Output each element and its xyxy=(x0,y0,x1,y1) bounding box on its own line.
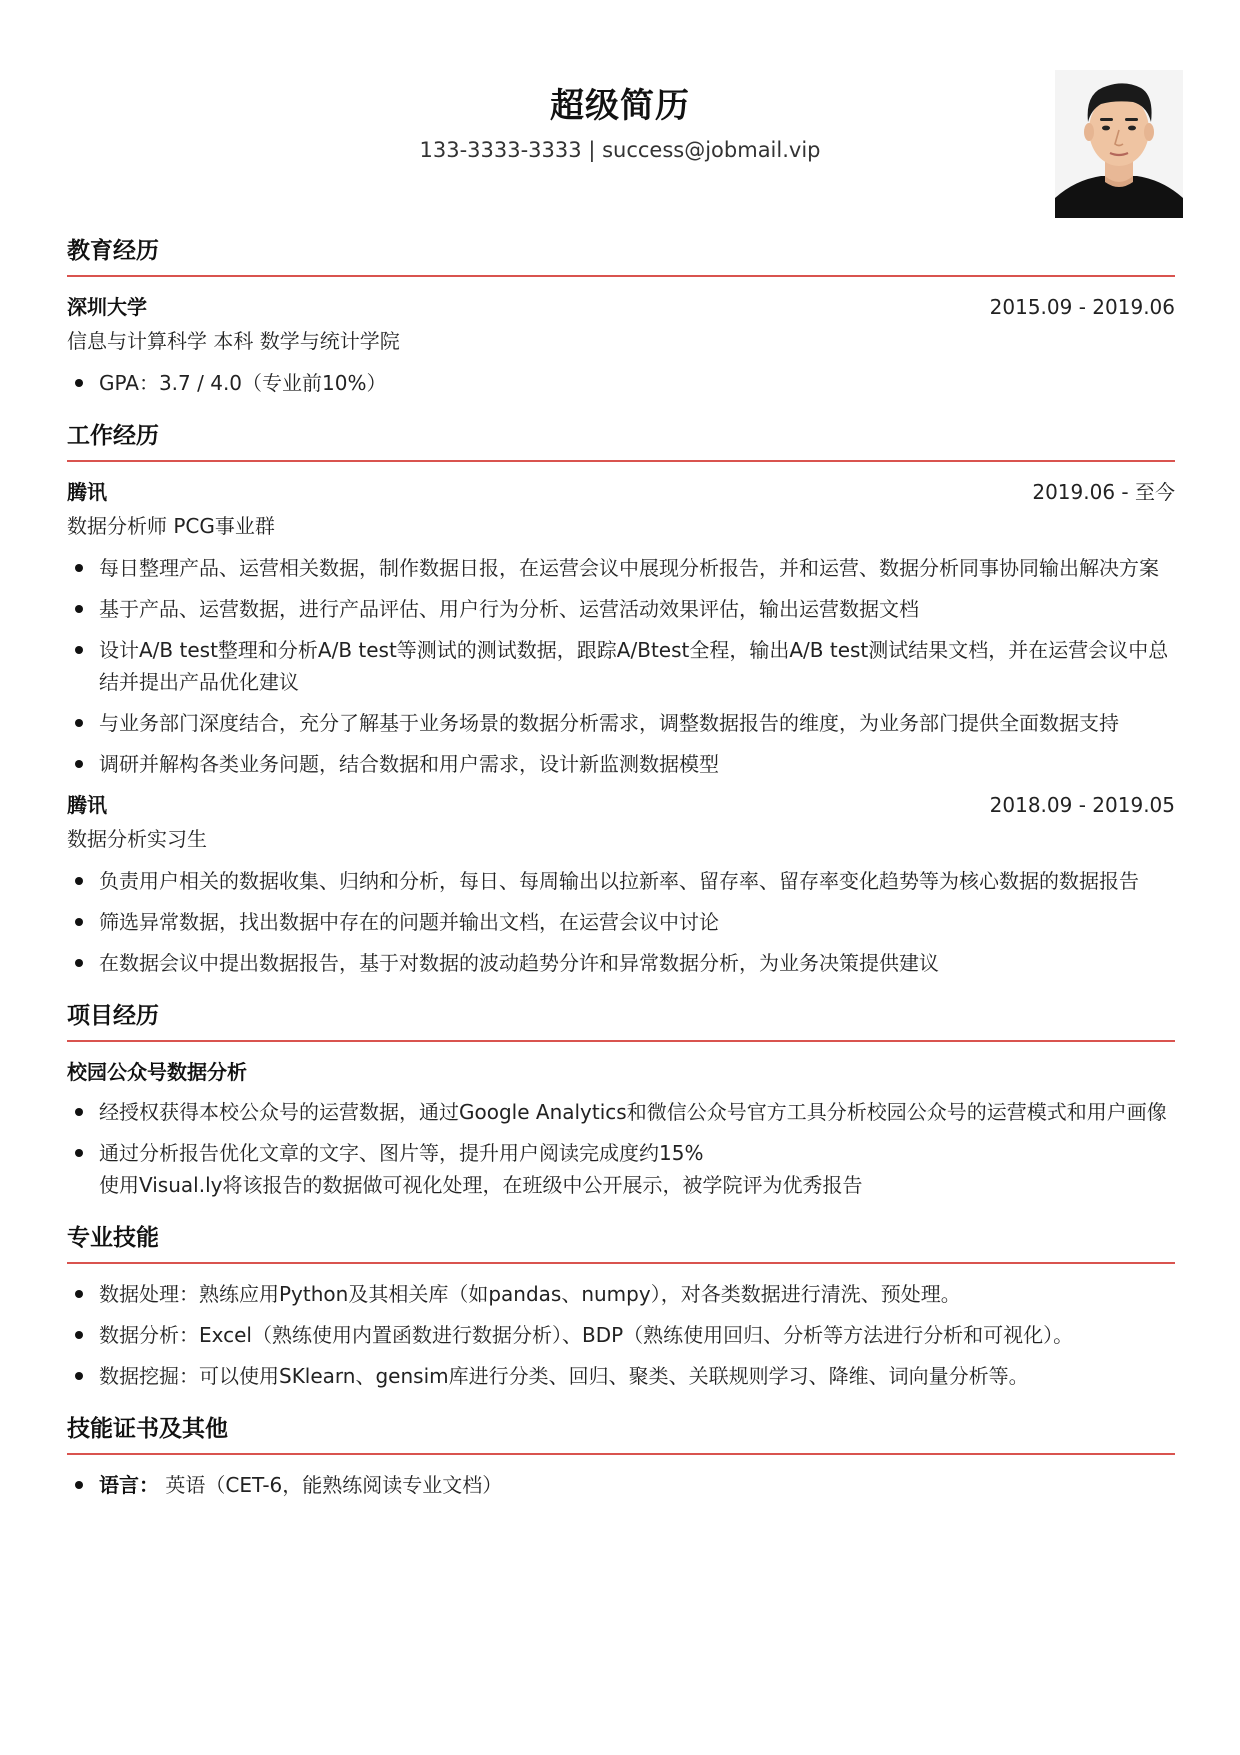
list-item xyxy=(67,947,1175,979)
bullet-text: 数据挖掘：可以使用SKlearn、gensim库进行分类、回归、聚类、关联规则学习、降维、词向量分析等。 xyxy=(99,1364,1029,1388)
bullet-text: 与业务部门深度结合，充分了解基于业务场景的数据分析需求，调整数据报告的维度，为业务部门提供全面数据支持 xyxy=(99,711,1119,735)
bullet-text: 负责用户相关的数据收集、归纳和分析，每日、每周输出以拉新率、留存率、留存率变化趋势等为核心数据的数据报告 xyxy=(99,869,1139,893)
certs-section xyxy=(67,1410,1175,1501)
list-item xyxy=(67,1469,1175,1501)
work-entry xyxy=(67,476,1175,780)
email-address: success@jobmail.vip xyxy=(602,138,821,162)
list-item xyxy=(67,906,1175,938)
bullet-dot-icon xyxy=(75,959,83,967)
bullet-text: 通过分析报告优化文章的文字、图片等，提升用户阅读完成度约15% xyxy=(99,1141,704,1165)
profile-photo xyxy=(1055,70,1183,218)
bullet-dot-icon xyxy=(75,646,83,654)
bullet-dot-icon xyxy=(75,1149,83,1157)
contact-line xyxy=(0,138,1240,162)
resume-content xyxy=(67,232,1175,1519)
bullet-dot-icon xyxy=(75,877,83,885)
bullet-dot-icon xyxy=(75,564,83,572)
list-item xyxy=(67,634,1175,698)
skills-section xyxy=(67,1219,1175,1392)
education-section xyxy=(67,232,1175,399)
bullet-dot-icon xyxy=(75,918,83,926)
list-item xyxy=(67,748,1175,780)
bullet-text: 每日整理产品、运营相关数据，制作数据日报，在运营会议中展现分析报告，并和运营、数据分析同事协同输出解决方案 xyxy=(99,556,1159,580)
list-item xyxy=(67,707,1175,739)
bullet-dot-icon xyxy=(75,1108,83,1116)
bullet-list xyxy=(67,1469,1175,1501)
company-name: 腾讯 xyxy=(67,793,107,817)
bullet-list xyxy=(67,865,1175,979)
bullet-text: 基于产品、运营数据，进行产品评估、用户行为分析、运营活动效果评估，输出运营数据文档 xyxy=(99,597,919,621)
bullet-dot-icon xyxy=(75,1372,83,1380)
list-item xyxy=(67,1137,1175,1201)
language-value: 英语（CET-6，能熟练阅读专业文档） xyxy=(165,1473,503,1497)
bullet-list xyxy=(67,367,1175,399)
entry-head xyxy=(67,476,1175,510)
bullet-text: 调研并解构各类业务问题，结合数据和用户需求，设计新监测数据模型 xyxy=(99,752,719,776)
degree-info: 信息与计算科学 本科 数学与统计学院 xyxy=(67,329,400,353)
work-entry xyxy=(67,789,1175,979)
list-item xyxy=(67,1319,1175,1351)
bullet-dot-icon xyxy=(75,379,83,387)
entry-date: 2015.09 - 2019.06 xyxy=(989,295,1175,319)
entry-date: 2018.09 - 2019.05 xyxy=(989,793,1175,817)
entry-head xyxy=(67,789,1175,823)
list-item xyxy=(67,593,1175,625)
list-item xyxy=(67,1278,1175,1310)
bullet-dot-icon xyxy=(75,605,83,613)
bullet-text: 经授权获得本校公众号的运营数据，通过Google Analytics和微信公众号官方工具分析校园公众号的运营模式和用户画像 xyxy=(99,1100,1167,1124)
entry-date: 2019.06 - 至今 xyxy=(1032,480,1175,504)
bullet-text: 筛选异常数据，找出数据中存在的问题并输出文档，在运营会议中讨论 xyxy=(99,910,719,934)
list-item xyxy=(67,552,1175,584)
entry-head xyxy=(67,1056,1175,1090)
contact-separator: | xyxy=(588,138,596,162)
bullet-text: 在数据会议中提出数据报告，基于对数据的波动趋势分许和异常数据分析，为业务决策提供建议 xyxy=(99,951,939,975)
bullet-text: 数据分析：Excel（熟练使用内置函数进行数据分析）、BDP（熟练使用回归、分析等方法进行分析和可视化）。 xyxy=(99,1323,1074,1347)
list-item xyxy=(67,1360,1175,1392)
bullet-text: 数据处理：熟练应用Python及其相关库（如pandas、numpy），对各类数据进行清洗、预处理。 xyxy=(99,1282,961,1306)
language-label: 语言： xyxy=(99,1473,159,1497)
section-title-education: 教育经历 xyxy=(67,232,1175,277)
bullet-dot-icon xyxy=(75,1331,83,1339)
bullet-list xyxy=(67,1096,1175,1201)
project-name: 校园公众号数据分析 xyxy=(67,1060,247,1084)
phone-number: 133-3333-3333 xyxy=(419,138,582,162)
resume-header xyxy=(0,0,1240,220)
bullet-list xyxy=(67,552,1175,780)
bullet-text: GPA：3.7 / 4.0（专业前10%） xyxy=(99,371,387,395)
work-section xyxy=(67,417,1175,979)
bullet-dot-icon xyxy=(75,1290,83,1298)
bullet-dot-icon xyxy=(75,1481,83,1489)
bullet-list xyxy=(67,1278,1175,1392)
bullet-text: 设计A/B test整理和分析A/B test等测试的测试数据，跟踪A/Btest全程，输出A/B test测试结果文档，并在运营会议中总结并提出产品优化建议 xyxy=(99,638,1169,694)
list-item xyxy=(67,865,1175,897)
job-title: 数据分析实习生 xyxy=(67,827,207,851)
job-title: 数据分析师 PCG事业群 xyxy=(67,514,275,538)
list-item xyxy=(67,367,1175,399)
section-title-work: 工作经历 xyxy=(67,417,1175,462)
entry-head xyxy=(67,291,1175,325)
projects-section xyxy=(67,997,1175,1201)
profile-photo-illustration xyxy=(1055,70,1183,218)
school-name: 深圳大学 xyxy=(67,295,147,319)
section-title-certs: 技能证书及其他 xyxy=(67,1410,1175,1455)
candidate-name: 超级简历 xyxy=(550,86,690,126)
company-name: 腾讯 xyxy=(67,480,107,504)
bullet-dot-icon xyxy=(75,760,83,768)
section-title-projects: 项目经历 xyxy=(67,997,1175,1042)
section-title-skills: 专业技能 xyxy=(67,1219,1175,1264)
education-entry xyxy=(67,291,1175,399)
project-entry xyxy=(67,1056,1175,1201)
bullet-dot-icon xyxy=(75,719,83,727)
list-item xyxy=(67,1096,1175,1128)
bullet-text-continued: 使用Visual.ly将该报告的数据做可视化处理，在班级中公开展示，被学院评为优秀报告 xyxy=(99,1173,863,1197)
